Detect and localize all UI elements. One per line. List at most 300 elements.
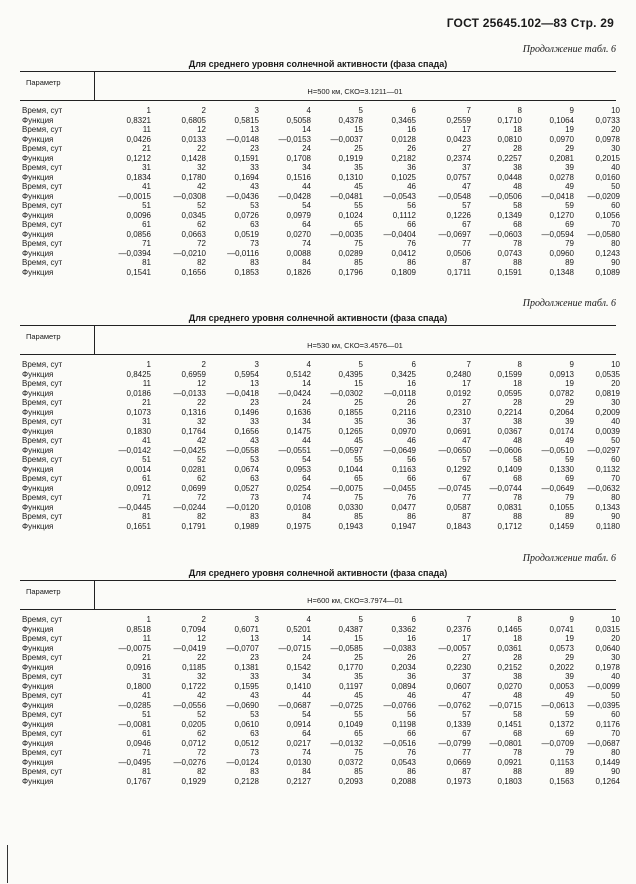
function-cell: —0,0244 bbox=[173, 502, 206, 512]
function-cell: —0,0762 bbox=[438, 700, 471, 710]
table-header bbox=[20, 580, 616, 610]
time-cell: 72 bbox=[197, 493, 206, 502]
function-cell: —0,0745 bbox=[438, 483, 471, 493]
time-cell: 25 bbox=[354, 144, 363, 153]
time-cell: 22 bbox=[197, 398, 206, 407]
row-label: Функция bbox=[22, 643, 54, 653]
time-row bbox=[20, 125, 620, 135]
function-cell: 0,0205 bbox=[181, 719, 206, 729]
function-cell: 0,1475 bbox=[286, 426, 311, 436]
time-cell: 30 bbox=[611, 398, 620, 407]
function-cell: 0,0699 bbox=[181, 483, 206, 493]
function-cell: —0,0649 bbox=[383, 445, 416, 455]
time-cell: 71 bbox=[142, 493, 151, 502]
time-cell: 36 bbox=[407, 417, 416, 426]
function-cell: 0,2081 bbox=[549, 153, 574, 163]
time-cell: 38 bbox=[513, 163, 522, 172]
time-cell: 42 bbox=[197, 436, 206, 445]
function-cell: —0,0124 bbox=[226, 757, 259, 767]
time-cell: 55 bbox=[354, 455, 363, 464]
time-cell: 43 bbox=[250, 691, 259, 700]
time-cell: 15 bbox=[354, 125, 363, 134]
function-cell: —0,0153 bbox=[278, 134, 311, 144]
function-cell: 0,1656 bbox=[234, 426, 259, 436]
function-row bbox=[20, 248, 620, 259]
row-label: Время, сут bbox=[22, 436, 63, 445]
function-cell: 0,0174 bbox=[549, 426, 574, 436]
time-cell: 11 bbox=[142, 379, 151, 388]
time-cell: 60 bbox=[611, 201, 620, 210]
function-cell: 0,1459 bbox=[549, 521, 574, 531]
time-cell: 79 bbox=[565, 239, 574, 248]
function-cell: 0,0970 bbox=[549, 134, 574, 144]
time-cell: 10 bbox=[611, 360, 620, 369]
function-cell: —0,0297 bbox=[587, 445, 620, 455]
function-cell: 0,0254 bbox=[286, 483, 311, 493]
row-label: Функция bbox=[22, 369, 54, 379]
time-cell: 18 bbox=[513, 634, 522, 643]
time-row bbox=[20, 163, 620, 173]
function-cell: 0,0053 bbox=[549, 681, 574, 691]
row-label: Функция bbox=[22, 191, 54, 201]
function-cell: —0,0715 bbox=[489, 700, 522, 710]
time-cell: 83 bbox=[250, 767, 259, 776]
time-row bbox=[20, 379, 620, 389]
time-cell: 81 bbox=[142, 258, 151, 267]
time-cell: 28 bbox=[513, 398, 522, 407]
time-cell: 75 bbox=[354, 493, 363, 502]
function-cell: 0,0527 bbox=[234, 483, 259, 493]
function-cell: —0,0707 bbox=[226, 643, 259, 653]
function-cell: —0,0506 bbox=[489, 191, 522, 201]
time-cell: 8 bbox=[517, 106, 522, 115]
function-cell: —0,0516 bbox=[383, 738, 416, 748]
time-cell: 74 bbox=[302, 493, 311, 502]
function-cell: 0,0960 bbox=[549, 248, 574, 258]
function-cell: 0,1947 bbox=[391, 521, 416, 531]
function-cell: 0,1591 bbox=[234, 153, 259, 163]
time-cell: 39 bbox=[565, 163, 574, 172]
function-cell: 0,8518 bbox=[126, 624, 151, 634]
function-cell: 0,0423 bbox=[446, 134, 471, 144]
time-cell: 13 bbox=[250, 634, 259, 643]
function-cell: 0,1853 bbox=[234, 267, 259, 277]
time-cell: 3 bbox=[254, 106, 259, 115]
function-cell: 0,0130 bbox=[286, 757, 311, 767]
time-cell: 10 bbox=[611, 615, 620, 624]
function-cell: 0,0831 bbox=[497, 502, 522, 512]
function-cell: —0,0744 bbox=[489, 483, 522, 493]
function-cell: —0,0687 bbox=[278, 700, 311, 710]
function-cell: —0,0801 bbox=[489, 738, 522, 748]
time-cell: 35 bbox=[354, 417, 363, 426]
function-cell: 0,1516 bbox=[286, 172, 311, 182]
time-cell: 50 bbox=[611, 182, 620, 191]
row-label: Функция bbox=[22, 388, 54, 398]
function-cell: 0,3425 bbox=[391, 369, 416, 379]
function-cell: 0,1595 bbox=[234, 681, 259, 691]
function-cell: 0,0810 bbox=[497, 134, 522, 144]
time-cell: 81 bbox=[142, 512, 151, 521]
time-cell: 5 bbox=[358, 615, 363, 624]
time-cell: 80 bbox=[611, 493, 620, 502]
function-cell: 0,2116 bbox=[392, 407, 416, 417]
function-cell: 0,4378 bbox=[338, 115, 363, 125]
function-cell: —0,0418 bbox=[226, 388, 259, 398]
time-cell: 20 bbox=[611, 634, 620, 643]
function-cell: —0,0580 bbox=[587, 229, 620, 239]
function-cell: 0,1975 bbox=[286, 521, 311, 531]
page-header: ГОСТ 25645.102—83 Стр. 29 bbox=[446, 16, 614, 30]
function-cell: 0,0726 bbox=[234, 210, 259, 220]
function-cell: —0,0395 bbox=[587, 700, 620, 710]
time-cell: 2 bbox=[201, 360, 206, 369]
function-cell: 0,4387 bbox=[338, 624, 363, 634]
time-cell: 2 bbox=[201, 106, 206, 115]
time-cell: 82 bbox=[197, 512, 206, 521]
function-cell: 0,2214 bbox=[497, 407, 522, 417]
time-cell: 81 bbox=[142, 767, 151, 776]
time-cell: 6 bbox=[411, 615, 416, 624]
row-label: Функция bbox=[22, 757, 54, 767]
function-cell: —0,0075 bbox=[330, 483, 363, 493]
function-cell: 0,1694 bbox=[234, 172, 259, 182]
function-row bbox=[20, 757, 620, 768]
time-cell: 40 bbox=[611, 163, 620, 172]
time-cell: 4 bbox=[306, 106, 311, 115]
time-row bbox=[20, 106, 620, 116]
time-cell: 63 bbox=[250, 729, 259, 738]
time-cell: 9 bbox=[569, 360, 574, 369]
time-cell: 66 bbox=[407, 220, 416, 229]
time-cell: 43 bbox=[250, 436, 259, 445]
time-cell: 70 bbox=[611, 220, 620, 229]
function-cell: —0,0551 bbox=[278, 445, 311, 455]
function-cell: 0,1339 bbox=[446, 719, 471, 729]
function-cell: 0,1049 bbox=[338, 719, 363, 729]
time-cell: 45 bbox=[354, 436, 363, 445]
function-cell: —0,0556 bbox=[173, 700, 206, 710]
function-row bbox=[20, 502, 620, 513]
function-cell: 0,0819 bbox=[595, 388, 620, 398]
function-row bbox=[20, 662, 620, 673]
time-cell: 54 bbox=[302, 455, 311, 464]
function-row bbox=[20, 426, 620, 437]
time-cell: 43 bbox=[250, 182, 259, 191]
function-cell: 0,1180 bbox=[596, 521, 620, 531]
time-cell: 59 bbox=[565, 710, 574, 719]
table-section bbox=[20, 553, 620, 803]
row-label: Время, сут bbox=[22, 125, 63, 134]
row-label: Функция bbox=[22, 464, 54, 474]
function-cell: —0,0606 bbox=[489, 445, 522, 455]
function-cell: 0,1770 bbox=[338, 662, 363, 672]
row-label: Время, сут bbox=[22, 455, 63, 464]
time-cell: 36 bbox=[407, 163, 416, 172]
time-row bbox=[20, 615, 620, 625]
time-cell: 12 bbox=[197, 634, 206, 643]
row-label: Время, сут bbox=[22, 239, 63, 248]
time-cell: 67 bbox=[462, 220, 471, 229]
function-cell: 0,5058 bbox=[286, 115, 311, 125]
function-cell: 0,0217 bbox=[286, 738, 311, 748]
time-cell: 78 bbox=[513, 493, 522, 502]
time-cell: 47 bbox=[462, 182, 471, 191]
function-cell: 0,0278 bbox=[549, 172, 574, 182]
function-cell: 0,1198 bbox=[392, 719, 416, 729]
time-cell: 73 bbox=[250, 748, 259, 757]
function-cell: 0,1197 bbox=[339, 681, 363, 691]
time-cell: 88 bbox=[513, 767, 522, 776]
row-label: Время, сут bbox=[22, 634, 63, 643]
function-cell: 0,0743 bbox=[497, 248, 522, 258]
time-cell: 57 bbox=[462, 710, 471, 719]
row-label: Функция bbox=[22, 229, 54, 239]
function-row bbox=[20, 388, 620, 399]
time-cell: 29 bbox=[565, 144, 574, 153]
function-cell: —0,0558 bbox=[226, 445, 259, 455]
function-cell: —0,0597 bbox=[330, 445, 363, 455]
time-row bbox=[20, 258, 620, 268]
function-cell: —0,0419 bbox=[173, 643, 206, 653]
function-cell: 0,8425 bbox=[126, 369, 151, 379]
function-cell: 0,2088 bbox=[391, 776, 416, 786]
function-cell: 0,1056 bbox=[595, 210, 620, 220]
function-cell: —0,0766 bbox=[383, 700, 416, 710]
time-cell: 50 bbox=[611, 436, 620, 445]
time-row bbox=[20, 512, 620, 522]
function-cell: 0,0289 bbox=[338, 248, 363, 258]
function-cell: —0,0428 bbox=[278, 191, 311, 201]
time-cell: 23 bbox=[250, 653, 259, 662]
function-cell: —0,0209 bbox=[587, 191, 620, 201]
function-cell: 0,0506 bbox=[446, 248, 471, 258]
function-cell: 0,1563 bbox=[549, 776, 574, 786]
time-cell: 21 bbox=[142, 653, 151, 662]
function-row bbox=[20, 681, 620, 692]
time-cell: 73 bbox=[250, 239, 259, 248]
function-cell: 0,0712 bbox=[181, 738, 206, 748]
function-cell: 0,1651 bbox=[126, 521, 151, 531]
function-cell: 0,0691 bbox=[446, 426, 471, 436]
function-cell: 0,0674 bbox=[234, 464, 259, 474]
time-cell: 44 bbox=[302, 436, 311, 445]
function-cell: 0,1372 bbox=[549, 719, 574, 729]
param-column-header: Параметр bbox=[26, 78, 61, 87]
function-cell: 0,7094 bbox=[181, 624, 206, 634]
time-cell: 54 bbox=[302, 201, 311, 210]
row-label: Время, сут bbox=[22, 729, 63, 738]
time-cell: 87 bbox=[462, 767, 471, 776]
time-cell: 22 bbox=[197, 653, 206, 662]
time-cell: 41 bbox=[142, 182, 151, 191]
time-cell: 48 bbox=[513, 182, 522, 191]
time-cell: 37 bbox=[462, 672, 471, 681]
time-cell: 4 bbox=[306, 360, 311, 369]
time-cell: 1 bbox=[146, 360, 151, 369]
time-cell: 76 bbox=[407, 748, 416, 757]
function-cell: 0,5142 bbox=[286, 369, 311, 379]
function-cell: 0,0921 bbox=[497, 757, 522, 767]
function-cell: 0,1496 bbox=[234, 407, 259, 417]
row-label: Время, сут bbox=[22, 710, 63, 719]
function-cell: —0,0632 bbox=[587, 483, 620, 493]
function-cell: 0,1044 bbox=[338, 464, 363, 474]
time-cell: 67 bbox=[462, 474, 471, 483]
time-cell: 69 bbox=[565, 474, 574, 483]
function-cell: 0,1542 bbox=[286, 662, 311, 672]
time-cell: 49 bbox=[565, 691, 574, 700]
function-cell: —0,0394 bbox=[118, 248, 151, 258]
time-cell: 32 bbox=[197, 417, 206, 426]
time-cell: 60 bbox=[611, 455, 620, 464]
row-label: Функция bbox=[22, 248, 54, 258]
function-cell: 0,1112 bbox=[392, 210, 416, 220]
row-label: Время, сут bbox=[22, 672, 63, 681]
row-label: Время, сут bbox=[22, 398, 63, 407]
function-cell: 0,0270 bbox=[286, 229, 311, 239]
function-cell: —0,0075 bbox=[118, 643, 151, 653]
function-cell: 0,0186 bbox=[126, 388, 151, 398]
function-cell: 0,1943 bbox=[338, 521, 363, 531]
function-cell: 0,1800 bbox=[126, 681, 151, 691]
function-cell: 0,1025 bbox=[391, 172, 416, 182]
function-cell: 0,0856 bbox=[126, 229, 151, 239]
function-cell: 0,0543 bbox=[391, 757, 416, 767]
time-cell: 56 bbox=[407, 201, 416, 210]
time-cell: 51 bbox=[142, 710, 151, 719]
time-cell: 33 bbox=[250, 417, 259, 426]
function-cell: —0,0424 bbox=[278, 388, 311, 398]
function-cell: 0,2376 bbox=[446, 624, 471, 634]
table-header bbox=[20, 71, 616, 101]
time-cell: 37 bbox=[462, 417, 471, 426]
table-continuation: Продолжение табл. 6 bbox=[522, 298, 616, 309]
time-cell: 52 bbox=[197, 201, 206, 210]
time-row bbox=[20, 474, 620, 484]
time-cell: 34 bbox=[302, 163, 311, 172]
function-row bbox=[20, 115, 620, 126]
function-cell: 0,1428 bbox=[181, 153, 206, 163]
time-cell: 17 bbox=[462, 634, 471, 643]
function-cell: 0,1929 bbox=[181, 776, 206, 786]
function-cell: —0,0715 bbox=[278, 643, 311, 653]
function-cell: 0,0361 bbox=[497, 643, 522, 653]
time-cell: 76 bbox=[407, 493, 416, 502]
time-cell: 19 bbox=[565, 379, 574, 388]
function-cell: —0,0383 bbox=[383, 643, 416, 653]
function-cell: 0,3465 bbox=[391, 115, 416, 125]
function-cell: 0,1055 bbox=[549, 502, 574, 512]
function-cell: —0,0455 bbox=[383, 483, 416, 493]
time-cell: 69 bbox=[565, 220, 574, 229]
table-body bbox=[20, 106, 620, 277]
time-cell: 7 bbox=[466, 615, 471, 624]
row-label: Время, сут bbox=[22, 474, 63, 483]
time-cell: 11 bbox=[142, 125, 151, 134]
function-cell: 0,6071 bbox=[234, 624, 259, 634]
time-row bbox=[20, 201, 620, 211]
function-cell: 0,6805 bbox=[181, 115, 206, 125]
row-label: Функция bbox=[22, 521, 54, 531]
function-row bbox=[20, 172, 620, 183]
time-cell: 55 bbox=[354, 201, 363, 210]
time-cell: 28 bbox=[513, 144, 522, 153]
function-cell: 0,0979 bbox=[286, 210, 311, 220]
function-cell: 0,0426 bbox=[126, 134, 151, 144]
time-cell: 23 bbox=[250, 144, 259, 153]
time-row bbox=[20, 398, 620, 408]
function-cell: 0,1243 bbox=[595, 248, 620, 258]
time-cell: 69 bbox=[565, 729, 574, 738]
function-cell: —0,0650 bbox=[438, 445, 471, 455]
time-row bbox=[20, 672, 620, 682]
time-cell: 87 bbox=[462, 512, 471, 521]
function-cell: 0,0946 bbox=[126, 738, 151, 748]
time-cell: 14 bbox=[302, 634, 311, 643]
param-column-header: Параметр bbox=[26, 332, 61, 341]
function-cell: —0,0445 bbox=[118, 502, 151, 512]
time-cell: 61 bbox=[142, 474, 151, 483]
row-label: Функция bbox=[22, 134, 54, 144]
function-cell: 0,1264 bbox=[595, 776, 620, 786]
function-cell: 0,1348 bbox=[549, 267, 574, 277]
time-row bbox=[20, 436, 620, 446]
function-cell: 0,0088 bbox=[286, 248, 311, 258]
time-row bbox=[20, 144, 620, 154]
time-cell: 20 bbox=[611, 379, 620, 388]
time-row bbox=[20, 360, 620, 370]
function-cell: 0,1330 bbox=[549, 464, 574, 474]
function-cell: 0,0014 bbox=[126, 464, 151, 474]
time-cell: 86 bbox=[407, 767, 416, 776]
function-cell: 0,1989 bbox=[234, 521, 259, 531]
time-cell: 47 bbox=[462, 436, 471, 445]
time-cell: 35 bbox=[354, 163, 363, 172]
function-cell: —0,0081 bbox=[118, 719, 151, 729]
function-cell: 0,5815 bbox=[234, 115, 259, 125]
time-cell: 89 bbox=[565, 512, 574, 521]
time-cell: 72 bbox=[197, 239, 206, 248]
function-cell: 0,0640 bbox=[595, 643, 620, 653]
time-cell: 44 bbox=[302, 182, 311, 191]
time-cell: 33 bbox=[250, 672, 259, 681]
time-row bbox=[20, 455, 620, 465]
function-cell: 0,0096 bbox=[126, 210, 151, 220]
function-cell: —0,0285 bbox=[118, 700, 151, 710]
row-label: Функция bbox=[22, 700, 54, 710]
function-cell: 0,1834 bbox=[126, 172, 151, 182]
time-cell: 68 bbox=[513, 729, 522, 738]
function-cell: 0,2559 bbox=[446, 115, 471, 125]
time-cell: 84 bbox=[302, 258, 311, 267]
function-cell: 0,4395 bbox=[338, 369, 363, 379]
function-cell: 0,0372 bbox=[338, 757, 363, 767]
time-cell: 4 bbox=[306, 615, 311, 624]
function-cell: 0,1843 bbox=[446, 521, 471, 531]
time-cell: 63 bbox=[250, 220, 259, 229]
time-cell: 9 bbox=[569, 106, 574, 115]
row-label: Функция bbox=[22, 681, 54, 691]
function-cell: 0,2015 bbox=[595, 153, 620, 163]
time-cell: 65 bbox=[354, 220, 363, 229]
function-row bbox=[20, 369, 620, 380]
function-cell: —0,0603 bbox=[489, 229, 522, 239]
function-cell: 0,1316 bbox=[181, 407, 206, 417]
time-cell: 30 bbox=[611, 653, 620, 662]
function-cell: —0,0697 bbox=[438, 229, 471, 239]
row-label: Функция bbox=[22, 210, 54, 220]
